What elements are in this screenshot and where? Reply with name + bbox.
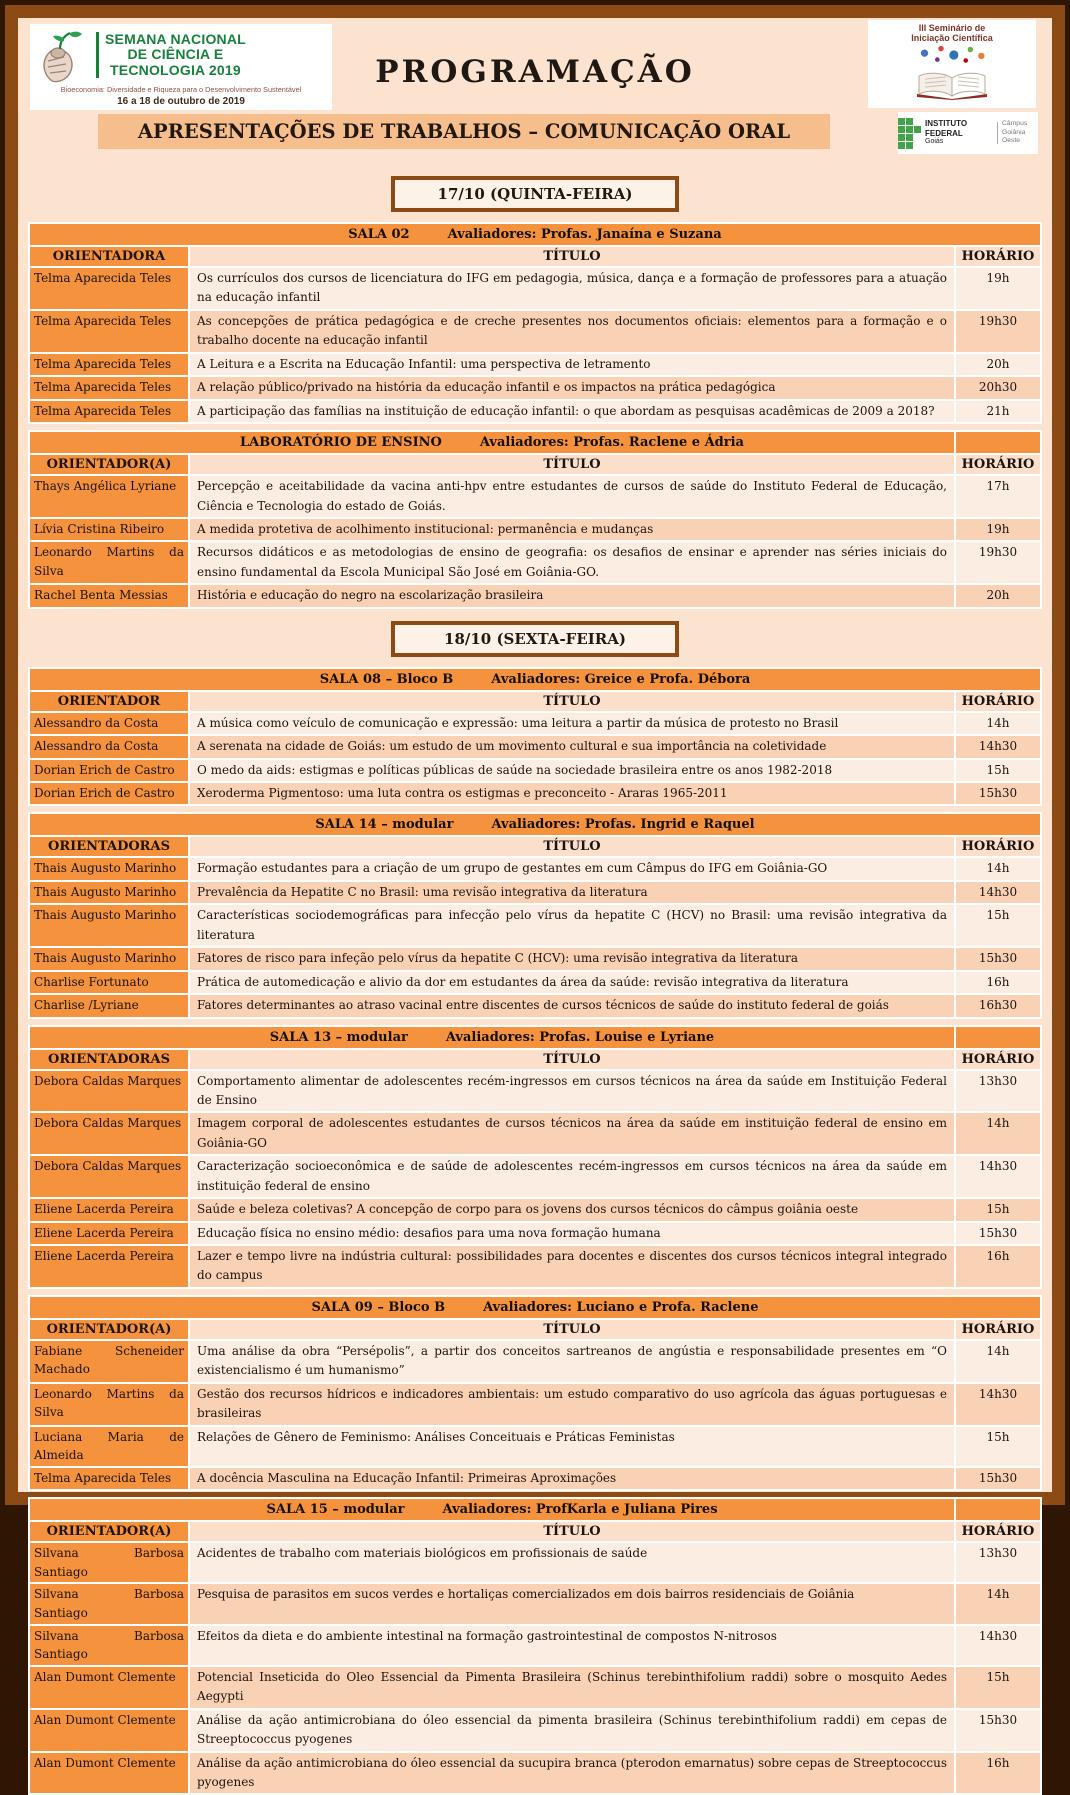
- session-bar: [30, 1297, 1040, 1318]
- table-row: [30, 1156, 1040, 1197]
- table-row: [30, 1341, 1040, 1382]
- session-evaluators: Avaliadores: Profas. Louise e Lyriane: [445, 1029, 715, 1045]
- table-row: [30, 1468, 1040, 1489]
- title-cell: Caracterização socioeconômica e de saúde de adolescentes recém-ingressos em cursos técnicos na área da saúde em instituição federal de ensino: [190, 1156, 954, 1197]
- column-header-row: [30, 1050, 1040, 1069]
- time-cell: 15h30: [956, 783, 1040, 804]
- date-header: 17/10 (QUINTA-FEIRA): [391, 176, 679, 212]
- table-row: [30, 1543, 1040, 1582]
- title-cell: A relação público/privado na história da educação infantil e os impactos na prática pedagógica: [190, 377, 954, 398]
- advisor-cell: Thais Augusto Marinho: [30, 948, 188, 969]
- table-row: [30, 1246, 1040, 1287]
- session-evaluators: Avaliadores: Luciano e Profa. Raclene: [483, 1299, 759, 1315]
- title-col-header: TÍTULO: [190, 1050, 954, 1069]
- green-divider: [96, 32, 99, 78]
- snct-title-line2: DE CIÊNCIA E: [127, 46, 224, 63]
- time-cell: 13h30: [956, 1543, 1040, 1582]
- session-bar: [30, 1499, 1040, 1520]
- time-cell: 14h30: [956, 882, 1040, 903]
- column-header-row: [30, 692, 1040, 711]
- time-cell: 19h30: [956, 542, 1040, 583]
- time-col-header: HORÁRIO: [956, 1050, 1040, 1069]
- advisor-cell: Leonardo Martins da Silva: [30, 1384, 188, 1425]
- table-row: [30, 783, 1040, 804]
- time-cell: 20h: [956, 354, 1040, 375]
- session-table: [28, 667, 1042, 807]
- advisor-col-header: ORIENTADOR(A): [30, 1320, 188, 1339]
- title-cell: Lazer e tempo livre na indústria cultural: possibilidades para docentes e discentes dos cursos técnicos integral integrado do campus: [190, 1246, 954, 1287]
- session-bar: [30, 669, 1040, 690]
- table-row: [30, 1427, 1040, 1466]
- time-cell: 15h: [956, 1199, 1040, 1220]
- time-col-header: HORÁRIO: [956, 455, 1040, 474]
- time-cell: 16h30: [956, 995, 1040, 1016]
- advisor-cell: Telma Aparecida Teles: [30, 377, 188, 398]
- title-cell: História e educação do negro na escolarização brasileira: [190, 585, 954, 606]
- time-cell: 15h30: [956, 1468, 1040, 1489]
- title-cell: A serenata na cidade de Goiás: um estudo de um movimento cultural e sua importância na coletividade: [190, 736, 954, 757]
- time-cell: 14h: [956, 1341, 1040, 1382]
- title-col-header: TÍTULO: [190, 455, 954, 474]
- time-cell: 14h30: [956, 1384, 1040, 1425]
- table-row: [30, 1584, 1040, 1623]
- date-header: 18/10 (SEXTA-FEIRA): [391, 621, 679, 657]
- advisor-cell: Leonardo Martins da Silva: [30, 542, 188, 583]
- session-table: [28, 222, 1042, 424]
- session-bar: [30, 432, 1040, 453]
- session-room: SALA 14 – modular: [315, 817, 454, 833]
- table-row: [30, 882, 1040, 903]
- table-row: [30, 1113, 1040, 1154]
- advisor-cell: Eliene Lacerda Pereira: [30, 1246, 188, 1287]
- time-cell: 14h: [956, 713, 1040, 734]
- snct-title-line3: TECNOLOGIA 2019: [110, 61, 241, 78]
- advisor-cell: Telma Aparecida Teles: [30, 1468, 188, 1489]
- column-header-row: [30, 247, 1040, 266]
- advisor-col-header: ORIENTADORA: [30, 247, 188, 266]
- snct-tagline: Bioeconomia: Diversidade e Riqueza para o Desenvolvimento Sustentável: [60, 85, 302, 94]
- title-cell: Prática de automedicação e alivio da dor em estudantes da área da saúde: revisão integrativa da literatura: [190, 972, 954, 993]
- title-cell: Imagem corporal de adolescentes estudantes de cursos técnicos na área da saúde em instituição federal de ensino em Goiânia-GO: [190, 1113, 954, 1154]
- session-room: SALA 13 – modular: [269, 1029, 408, 1045]
- advisor-cell: Debora Caldas Marques: [30, 1071, 188, 1112]
- table-row: [30, 760, 1040, 781]
- title-cell: Relações de Gênero de Feminismo: Análises Conceituais e Práticas Feministas: [190, 1427, 954, 1466]
- session-bar-label: [30, 432, 954, 453]
- banner-title: APRESENTAÇÕES DE TRABALHOS – COMUNICAÇÃO ORAL: [98, 114, 830, 149]
- title-cell: Uma análise da obra “Persépolis”, a partir dos conceitos sartreanos de angústia e responsabilidade presentes em “O existencialismo é um humanismo”: [190, 1341, 954, 1382]
- time-col-header: HORÁRIO: [956, 1522, 1040, 1541]
- title-cell: A docência Masculina na Educação Infantil: Primeiras Aproximações: [190, 1468, 954, 1489]
- table-row: [30, 268, 1040, 309]
- advisor-cell: Telma Aparecida Teles: [30, 354, 188, 375]
- session-room: SALA 15 – modular: [266, 1502, 405, 1518]
- time-cell: 14h30: [956, 736, 1040, 757]
- advisor-col-header: ORIENTADOR: [30, 692, 188, 711]
- advisor-cell: Charlise Fortunato: [30, 972, 188, 993]
- time-cell: 16h: [956, 1753, 1040, 1794]
- advisor-cell: Eliene Lacerda Pereira: [30, 1223, 188, 1244]
- advisor-col-header: ORIENTADORAS: [30, 837, 188, 856]
- advisor-cell: Charlise /Lyriane: [30, 995, 188, 1016]
- title-col-header: TÍTULO: [190, 1320, 954, 1339]
- ifg-name-text: INSTITUTO FEDERAL: [925, 119, 968, 138]
- advisor-cell: Dorian Erich de Castro: [30, 760, 188, 781]
- ifg-squares-icon: [898, 118, 921, 149]
- table-row: [30, 585, 1040, 606]
- seminar-title-line1: III Seminário de: [918, 23, 986, 33]
- time-cell: 15h: [956, 760, 1040, 781]
- title-cell: Fatores de risco para infeção pelo vírus da hepatite C (HCV): uma revisão integrativa da literatura: [190, 948, 954, 969]
- table-row: [30, 519, 1040, 540]
- table-row: [30, 476, 1040, 517]
- advisor-cell: Alan Dumont Clemente: [30, 1667, 188, 1708]
- session-room: SALA 09 – Bloco B: [311, 1299, 446, 1315]
- title-cell: Prevalência da Hepatite C no Brasil: uma revisão integrativa da literatura: [190, 882, 954, 903]
- title-cell: O medo da aids: estigmas e políticas públicas de saúde na sociedade brasileira entre os anos 1982-2018: [190, 760, 954, 781]
- time-cell: 16h: [956, 972, 1040, 993]
- session-room: SALA 08 – Bloco B: [319, 671, 454, 687]
- time-col-header: HORÁRIO: [956, 247, 1040, 266]
- snct-title-line1: SEMANA NACIONAL: [105, 31, 246, 48]
- session-room: SALA 02: [348, 227, 410, 242]
- time-cell: 15h: [956, 905, 1040, 946]
- advisor-cell: Thais Augusto Marinho: [30, 882, 188, 903]
- session-bar-spacer: [956, 1027, 1040, 1048]
- time-cell: 14h: [956, 858, 1040, 879]
- session-bar-label: [30, 669, 1040, 690]
- advisor-col-header: ORIENTADORAS: [30, 1050, 188, 1069]
- time-cell: 14h: [956, 1113, 1040, 1154]
- title-cell: Saúde e beleza coletivas? A concepção de corpo para os jovens dos cursos técnicos do câmpus goiânia oeste: [190, 1199, 954, 1220]
- document-inner: [18, 18, 1052, 1789]
- session-table: [28, 1497, 1042, 1795]
- session-evaluators: Avaliadores: Greice e Profa. Débora: [491, 671, 751, 687]
- session-table: [28, 430, 1042, 609]
- table-row: [30, 542, 1040, 583]
- advisor-cell: Lívia Cristina Ribeiro: [30, 519, 188, 540]
- advisor-cell: Luciana Maria de Almeida: [30, 1427, 188, 1466]
- snct-title: [105, 32, 246, 77]
- title-cell: A participação das famílias na instituição de educação infantil: o que abordam as pesquisas acadêmicas de 2009 a 2018?: [190, 401, 954, 422]
- title-cell: Gestão dos recursos hídricos e indicadores ambientais: um estudo comparativo do uso agrícola das águas portuguesas e brasileiras: [190, 1384, 954, 1425]
- advisor-cell: Alessandro da Costa: [30, 736, 188, 757]
- table-row: [30, 1223, 1040, 1244]
- table-row: [30, 1710, 1040, 1751]
- title-cell: A música como veículo de comunicação e expressão: uma leitura a partir da música de protesto no Brasil: [190, 713, 954, 734]
- advisor-cell: Debora Caldas Marques: [30, 1156, 188, 1197]
- session-evaluators: Avaliadores: Profas. Ingrid e Raquel: [491, 817, 755, 833]
- document-header: [18, 18, 1052, 164]
- advisor-cell: Thais Augusto Marinho: [30, 858, 188, 879]
- table-row: [30, 905, 1040, 946]
- seminar-title: [868, 23, 1036, 44]
- session-bar: [30, 224, 1040, 245]
- title-cell: Recursos didáticos e as metodologias de ensino de geografia: os desafios de ensinar e aprender nas séries iniciais do ensino fundamental da Escola Municipal São José em Goiânia-GO.: [190, 542, 954, 583]
- time-cell: 14h30: [956, 1156, 1040, 1197]
- advisor-cell: Alessandro da Costa: [30, 713, 188, 734]
- ifg-divider: [997, 122, 998, 144]
- session-room: LABORATÓRIO DE ENSINO: [239, 435, 442, 451]
- time-cell: 20h30: [956, 377, 1040, 398]
- schedule: [18, 176, 1052, 1795]
- table-row: [30, 354, 1040, 375]
- time-cell: 15h30: [956, 1223, 1040, 1244]
- time-cell: 21h: [956, 401, 1040, 422]
- time-col-header: HORÁRIO: [956, 692, 1040, 711]
- session-table: [28, 1295, 1042, 1491]
- time-cell: 15h30: [956, 1710, 1040, 1751]
- time-cell: 14h30: [956, 1626, 1040, 1665]
- title-cell: Xeroderma Pigmentoso: uma luta contra os estigmas e preconceito - Araras 1965-2011: [190, 783, 954, 804]
- table-row: [30, 1199, 1040, 1220]
- session-bar-label: [30, 1027, 954, 1048]
- time-cell: 14h: [956, 1584, 1040, 1623]
- advisor-cell: Alan Dumont Clemente: [30, 1753, 188, 1794]
- session-bar-label: [30, 1499, 954, 1520]
- session-evaluators: Avaliadores: ProfKarla e Juliana Pires: [442, 1502, 718, 1518]
- advisor-cell: Telma Aparecida Teles: [30, 311, 188, 352]
- table-row: [30, 1753, 1040, 1794]
- session-bar-spacer: [956, 432, 1040, 453]
- time-cell: 16h: [956, 1246, 1040, 1287]
- advisor-cell: Rachel Benta Messias: [30, 585, 188, 606]
- advisor-cell: Fabiane Scheneider Machado: [30, 1341, 188, 1382]
- advisor-cell: Eliene Lacerda Pereira: [30, 1199, 188, 1220]
- seminar-logo: [868, 20, 1036, 108]
- table-row: [30, 1071, 1040, 1112]
- advisor-cell: Alan Dumont Clemente: [30, 1710, 188, 1751]
- session-bar: [30, 1027, 1040, 1048]
- advisor-cell: Silvana Barbosa Santiago: [30, 1626, 188, 1665]
- time-col-header: HORÁRIO: [956, 837, 1040, 856]
- title-cell: Análise da ação antimicrobiana do óleo essencial da sucupira branca (pterodon emarnatus) sobre cepas de Streeptococcus pyogenes: [190, 1753, 954, 1794]
- session-evaluators: Avaliadores: Profas. Raclene e Ádria: [479, 435, 744, 451]
- table-row: [30, 1626, 1040, 1665]
- table-row: [30, 311, 1040, 352]
- ifg-name: [925, 119, 993, 147]
- page-title: PROGRAMAÇÃO: [375, 54, 695, 90]
- time-cell: 19h: [956, 268, 1040, 309]
- title-col-header: TÍTULO: [190, 837, 954, 856]
- table-row: [30, 377, 1040, 398]
- table-row: [30, 736, 1040, 757]
- ifg-campus-line2: Goiânia Oeste: [1001, 128, 1026, 145]
- time-cell: 15h30: [956, 948, 1040, 969]
- column-header-row: [30, 837, 1040, 856]
- title-cell: Análise da ação antimicrobiana do óleo essencial da pimenta brasileira (Schinus terebinthifolium raddi) em cepas de Streeptococcus pyogenes: [190, 1710, 954, 1751]
- seminar-title-line2: Iniciação Científica: [911, 33, 993, 44]
- advisor-cell: Debora Caldas Marques: [30, 1113, 188, 1154]
- column-header-row: [30, 1522, 1040, 1541]
- science-icons-decoration: [892, 44, 1012, 66]
- table-row: [30, 401, 1040, 422]
- column-header-row: [30, 455, 1040, 474]
- advisor-col-header: ORIENTADOR(A): [30, 455, 188, 474]
- advisor-cell: Thais Augusto Marinho: [30, 905, 188, 946]
- session-bar-label: [30, 1297, 1040, 1318]
- session-bar-label: [30, 224, 1040, 245]
- title-cell: As concepções de prática pedagógica e de creche presentes nos documentos oficiais: elementos para a formação e o trabalho docente na educação infantil: [190, 311, 954, 352]
- open-book-icon: [913, 70, 991, 100]
- time-cell: 20h: [956, 585, 1040, 606]
- advisor-cell: Telma Aparecida Teles: [30, 401, 188, 422]
- table-row: [30, 995, 1040, 1016]
- ifg-logo: [898, 112, 1038, 154]
- title-cell: Efeitos da dieta e do ambiente intestinal na formação gastrointestinal de compostos N-nitrosos: [190, 1626, 954, 1665]
- title-cell: Educação física no ensino médio: desafios para uma nova formação humana: [190, 1223, 954, 1244]
- table-row: [30, 1667, 1040, 1708]
- time-cell: 15h: [956, 1667, 1040, 1708]
- title-cell: Características sociodemográficas para infecção pelo vírus da hepatite C (HCV) no Brasil: uma revisão integrativa da literatura: [190, 905, 954, 946]
- session-bar: [30, 814, 1040, 835]
- advisor-cell: Telma Aparecida Teles: [30, 268, 188, 309]
- advisor-cell: Dorian Erich de Castro: [30, 783, 188, 804]
- title-cell: A Leitura e a Escrita na Educação Infantil: uma perspectiva de letramento: [190, 354, 954, 375]
- table-row: [30, 1384, 1040, 1425]
- column-header-row: [30, 1320, 1040, 1339]
- table-row: [30, 972, 1040, 993]
- time-cell: 17h: [956, 476, 1040, 517]
- session-table: [28, 812, 1042, 1018]
- session-bar-spacer: [956, 1499, 1040, 1520]
- ifg-campus: [1002, 120, 1038, 145]
- hand-plant-icon: [34, 27, 92, 83]
- title-cell: Comportamento alimentar de adolescentes recém-ingressos em cursos técnicos na área da saúde em Instituição Federal de Ensino: [190, 1071, 954, 1112]
- time-col-header: HORÁRIO: [956, 1320, 1040, 1339]
- session-bar-label: [30, 814, 1040, 835]
- advisor-col-header: ORIENTADOR(A): [30, 1522, 188, 1541]
- title-cell: Pesquisa de parasitos em sucos verdes e hortaliças comercializados em dois bairros residenciais de Goiânia: [190, 1584, 954, 1623]
- title-col-header: TÍTULO: [190, 692, 954, 711]
- title-cell: Os currículos dos cursos de licenciatura do IFG em pedagogia, música, dança e a formação de professores para a atuação na educação infantil: [190, 268, 954, 309]
- table-row: [30, 858, 1040, 879]
- title-cell: Percepção e aceitabilidade da vacina anti-hpv entre estudantes de cursos de saúde do Instituto Federal de Educação, Ciência e Tecnologia do estado de Goiás.: [190, 476, 954, 517]
- table-row: [30, 713, 1040, 734]
- snct-logo: [30, 24, 332, 110]
- advisor-cell: Silvana Barbosa Santiago: [30, 1543, 188, 1582]
- advisor-cell: Thays Angélica Lyriane: [30, 476, 188, 517]
- session-evaluators: Avaliadores: Profas. Janaína e Suzana: [447, 227, 722, 242]
- time-cell: 15h: [956, 1427, 1040, 1466]
- time-cell: 19h30: [956, 311, 1040, 352]
- session-table: [28, 1025, 1042, 1289]
- advisor-cell: Silvana Barbosa Santiago: [30, 1584, 188, 1623]
- ifg-campus-line1: Câmpus: [1001, 120, 1028, 128]
- title-cell: A medida protetiva de acolhimento institucional: permanência e mudanças: [190, 519, 954, 540]
- time-cell: 13h30: [956, 1071, 1040, 1112]
- title-cell: Acidentes de trabalho com materiais biológicos em profissionais de saúde: [190, 1543, 954, 1582]
- title-col-header: TÍTULO: [190, 247, 954, 266]
- title-cell: Potencial Inseticida do Oleo Essencial da Pimenta Brasileira (Schinus terebinthifolium raddi) sobre o mosquito Aedes Aegypti: [190, 1667, 954, 1708]
- title-col-header: TÍTULO: [190, 1522, 954, 1541]
- title-cell: Fatores determinantes ao atraso vacinal entre discentes de cursos técnicos de saúde do instituto federal de goiás: [190, 995, 954, 1016]
- table-row: [30, 948, 1040, 969]
- snct-dates: 16 a 18 de outubro de 2019: [117, 96, 245, 107]
- time-cell: 19h: [956, 519, 1040, 540]
- title-cell: Formação estudantes para a criação de um grupo de gestantes em cum Câmpus do IFG em Goiânia-GO: [190, 858, 954, 879]
- ifg-region-text: Goiás: [925, 138, 944, 146]
